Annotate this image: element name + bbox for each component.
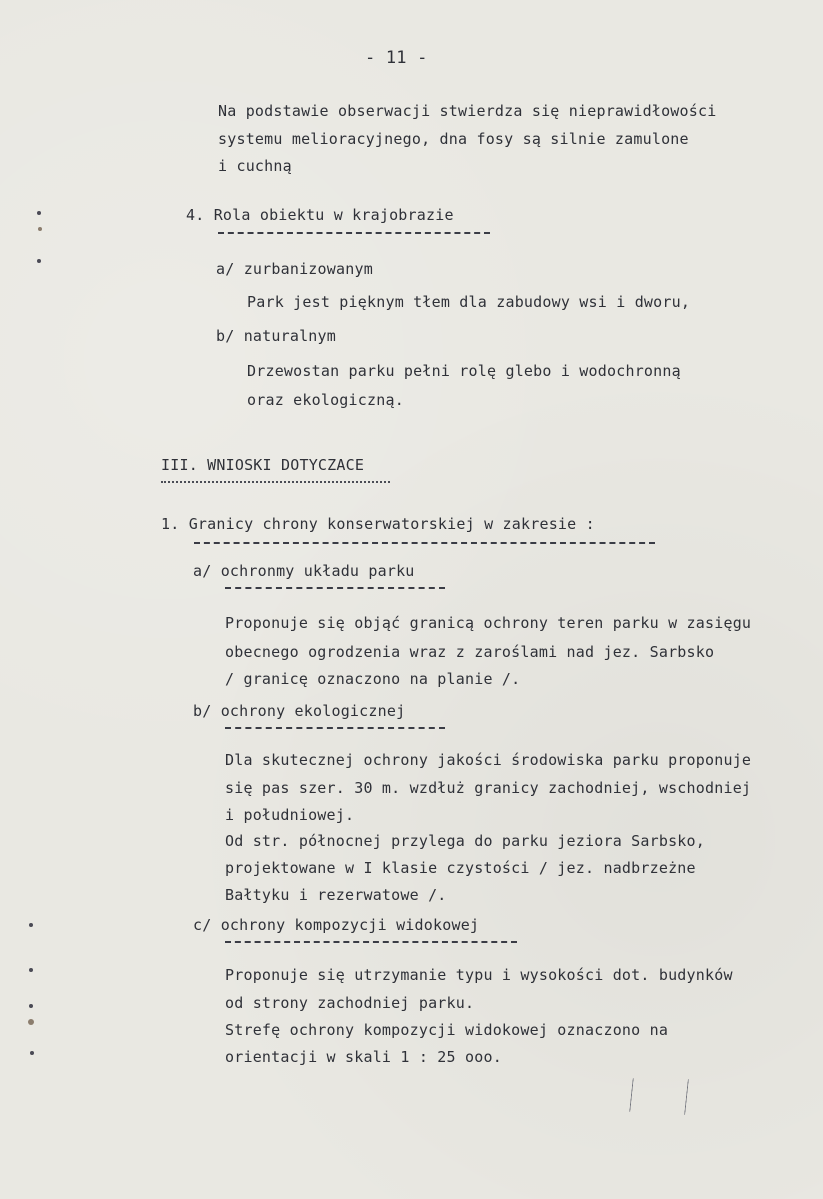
sb-line-2: się pas szer. 30 m. wzdłuż granicy zachodniej, wschodniej: [225, 779, 752, 797]
margin-mark: [28, 1019, 34, 1025]
section-3-underline: [161, 481, 390, 483]
b-text-line-1: Drzewostan parku pełni rolę glebo i wodochronną: [247, 362, 681, 380]
sb-line-6: Bałtyku i rezerwatowe /.: [225, 886, 447, 904]
margin-mark: [37, 211, 41, 215]
sb-line-3: i południowej.: [225, 806, 355, 824]
sc-line-3: Strefę ochrony kompozycji widokowej oznaczono na: [225, 1021, 669, 1039]
sb-line-5: projektowane w I klasie czystości / jez. nadbrzeżne: [225, 859, 696, 877]
sc-line-1: Proponuje się utrzymanie typu i wysokości dot. budynków: [225, 966, 733, 984]
pencil-stroke: [684, 1079, 689, 1115]
section-3-title: III. WNIOSKI DOTYCZACE: [161, 456, 365, 474]
intro-line-3: i cuchną: [218, 157, 292, 175]
margin-mark: [29, 923, 33, 927]
margin-mark: [29, 1004, 33, 1008]
sc-underline: [225, 941, 517, 943]
pencil-stroke: [629, 1078, 634, 1112]
b-label: b/ naturalnym: [216, 327, 336, 345]
intro-line-2: systemu melioracyjnego, dna fosy są silnie zamulone: [218, 130, 689, 148]
sa-line-2: obecnego ogrodzenia wraz z zaroślami nad jez. Sarbsko: [225, 643, 715, 661]
margin-mark: [30, 1051, 34, 1055]
b-text-line-2: oraz ekologiczną.: [247, 391, 404, 409]
sb-line-4: Od str. północnej przylega do parku jeziora Sarbsko,: [225, 832, 705, 850]
sc-line-2: od strony zachodniej parku.: [225, 994, 475, 1012]
sa-underline: [225, 587, 445, 589]
sb-underline: [225, 727, 445, 729]
margin-mark: [29, 968, 33, 972]
section-4-title: 4. Rola obiektu w krajobrazie: [186, 206, 454, 224]
section-4-underline: [218, 232, 490, 234]
margin-mark: [38, 227, 42, 231]
sc-line-4: orientacji w skali 1 : 25 ooo.: [225, 1048, 502, 1066]
sa-label: a/ ochronmy układu parku: [193, 562, 415, 580]
sa-line-1: Proponuje się objąć granicą ochrony teren parku w zasięgu: [225, 614, 752, 632]
item-1-underline: [194, 542, 655, 544]
a-label: a/ zurbanizowanym: [216, 260, 373, 278]
margin-mark: [37, 259, 41, 263]
page-number: - 11 -: [365, 48, 428, 68]
sb-line-1: Dla skutecznej ochrony jakości środowiska parku proponuje: [225, 751, 752, 769]
a-text: Park jest pięknym tłem dla zabudowy wsi i dworu,: [247, 293, 691, 311]
sb-label: b/ ochrony ekologicznej: [193, 702, 406, 720]
sc-label: c/ ochrony kompozycji widokowej: [193, 916, 480, 934]
item-1-title: 1. Granicy chrony konserwatorskiej w zakresie :: [161, 515, 595, 533]
sa-line-3: / granicę oznaczono na planie /.: [225, 670, 521, 688]
intro-line-1: Na podstawie obserwacji stwierdza się nieprawidłowości: [218, 102, 717, 120]
